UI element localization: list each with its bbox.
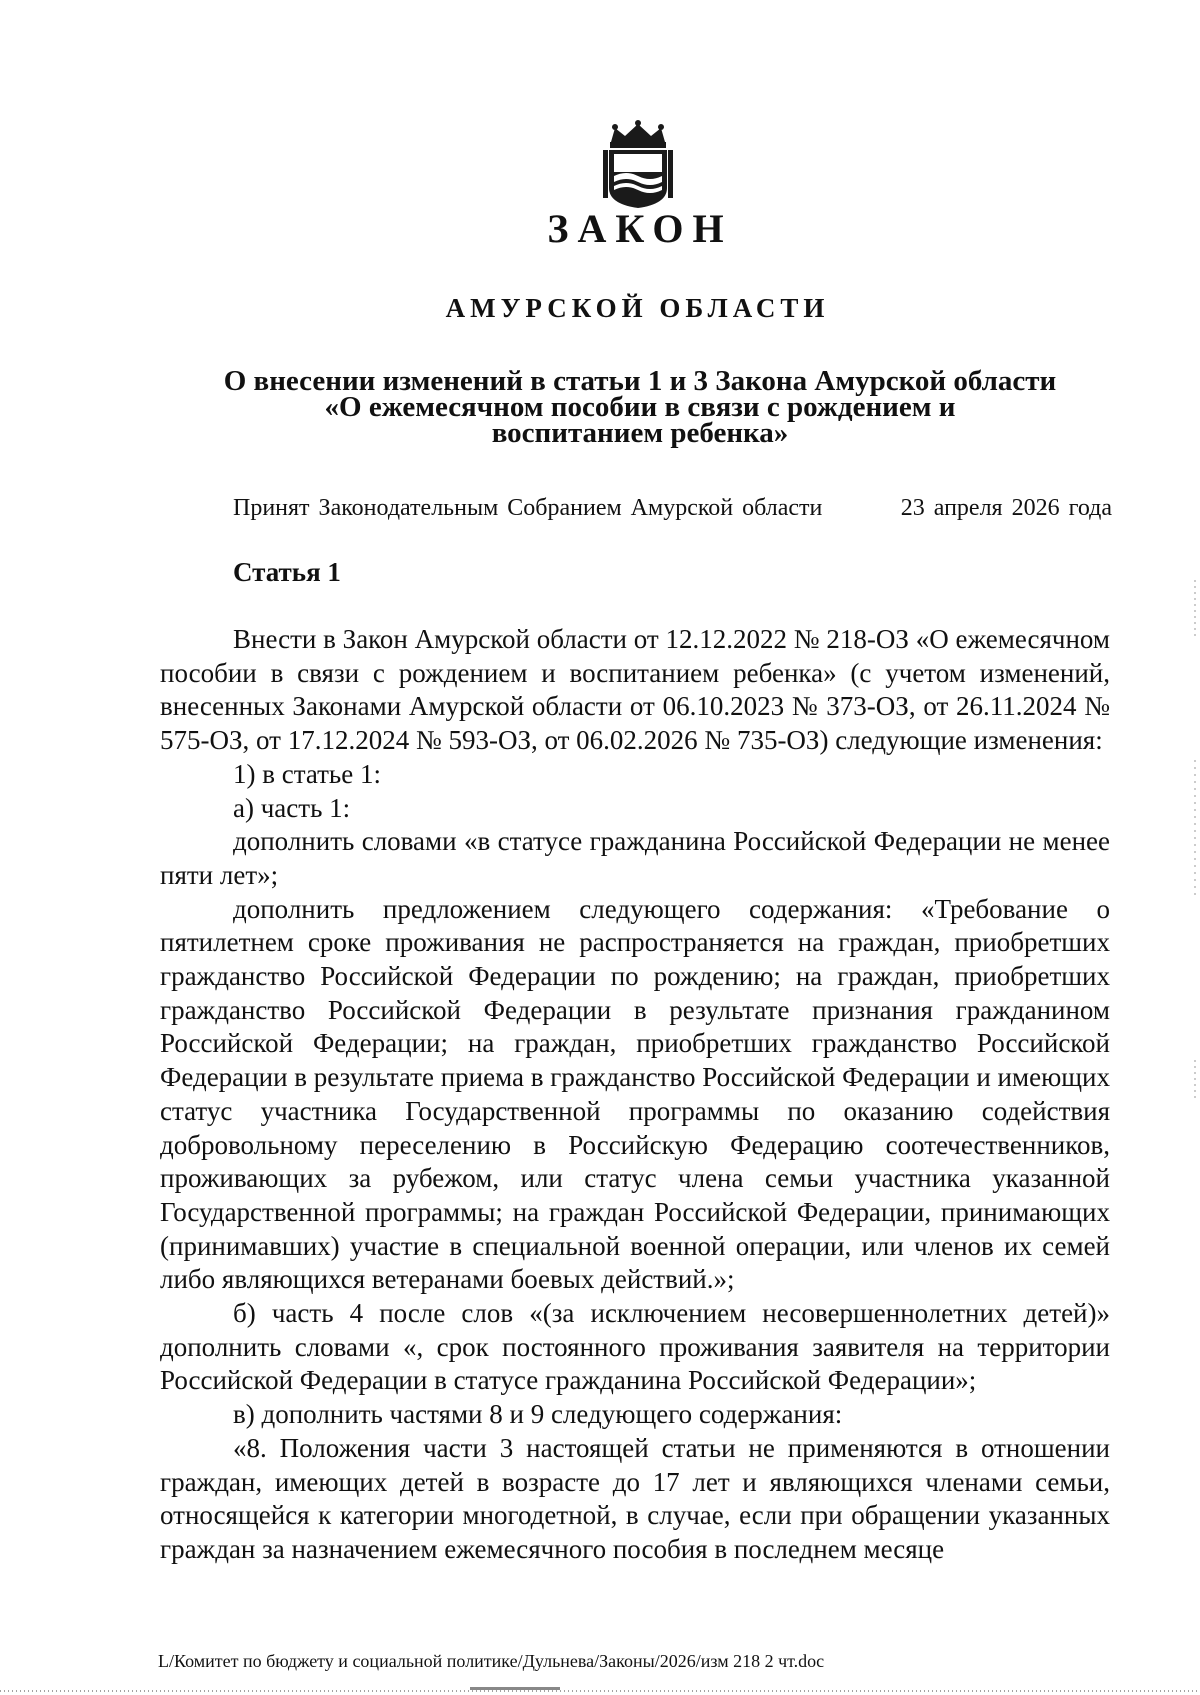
article-paragraph: 1) в статье 1: bbox=[233, 758, 381, 789]
adopted-date: 23 апреля 2026 года bbox=[900, 495, 1112, 521]
article-paragraph: дополнить предложением следующего содержания: «Требование о пятилетнем сроке проживания не распространяется на граждан, приобретших гражданство Российской Федерации по рождению; на граждан, приобретших гражданство Российской Федерации в результате признания гражданином Российской Федерации; на граждан, приобретших гражданство Российской Федерации в результате приема в гражданство Российской Федерации и имеющих статус участника Государственной программы по оказанию содействия добровольному переселению в Российскую Федерацию соотечественников, проживающих за рубежом, или статус члена семьи участника указанной Государственной программы; на граждан Российской Федерации, принимающих (принимавших) участие в специальной военной операции, или членов их семей либо являющихся ветеранами боевых действий.»; bbox=[160, 893, 1110, 1295]
adopted-by: Принят Законодательным Собранием Амурской области bbox=[233, 495, 823, 521]
document-type: ЗАКОН bbox=[547, 206, 733, 251]
law-title-line: О внесении изменений в статьи 1 и 3 Закона Амурской области bbox=[223, 365, 1057, 397]
law-title bbox=[200, 365, 1080, 449]
article-paragraph: в) дополнить частями 8 и 9 следующего содержания: bbox=[233, 1399, 843, 1430]
scan-edge-marks bbox=[1188, 0, 1200, 1695]
law-title-line: воспитанием ребенка» bbox=[491, 417, 789, 449]
article-paragraph: Внести в Закон Амурской области от 12.12.2022 № 218-ОЗ «О ежемесячном пособии в связи с рождением и воспитанием ребенка» (с учетом изменений, внесенных Законами Амурской области от 06.10.2023 № 373-ОЗ, от 26.11.2024 № 575-ОЗ, от 17.12.2024 № 593-ОЗ, от 06.02.2026 № 735-ОЗ) следующие изменения: bbox=[160, 624, 1110, 756]
article-paragraph: «8. Положения части 3 настоящей статьи не применяются в отношении граждан, имеющих детей в возрасте до 17 лет и являющихся членами семьи, относящейся к категории многодетной, в случае, если при обращении указанных граждан за назначением ежемесячного пособия в последнем месяце bbox=[160, 1432, 1110, 1564]
article-paragraph: дополнить словами «в статусе гражданина Российской Федерации не менее пяти лет»; bbox=[160, 826, 1110, 890]
article-paragraph: б) часть 4 после слов «(за исключением несовершеннолетних детей)» дополнить словами «, срок постоянного проживания заявителя на территории Российской Федерации в статусе гражданина Российской Федерации»; bbox=[160, 1298, 1110, 1396]
article-paragraph: а) часть 1: bbox=[233, 792, 351, 823]
law-title-line: «О ежемесячном пособии в связи с рождением и bbox=[324, 391, 956, 423]
region-name: АМУРСКОЙ ОБЛАСТИ bbox=[445, 293, 830, 323]
article-heading: Статья 1 bbox=[233, 557, 341, 587]
file-path-footer: L/Комитет по бюджету и социальной политике/Дульнева/Законы/2026/изм 218 2 чт.doc bbox=[158, 1651, 825, 1671]
scan-bottom-marks bbox=[0, 1681, 1200, 1695]
coat-of-arms-icon bbox=[601, 120, 675, 210]
article-body bbox=[160, 623, 1110, 1567]
